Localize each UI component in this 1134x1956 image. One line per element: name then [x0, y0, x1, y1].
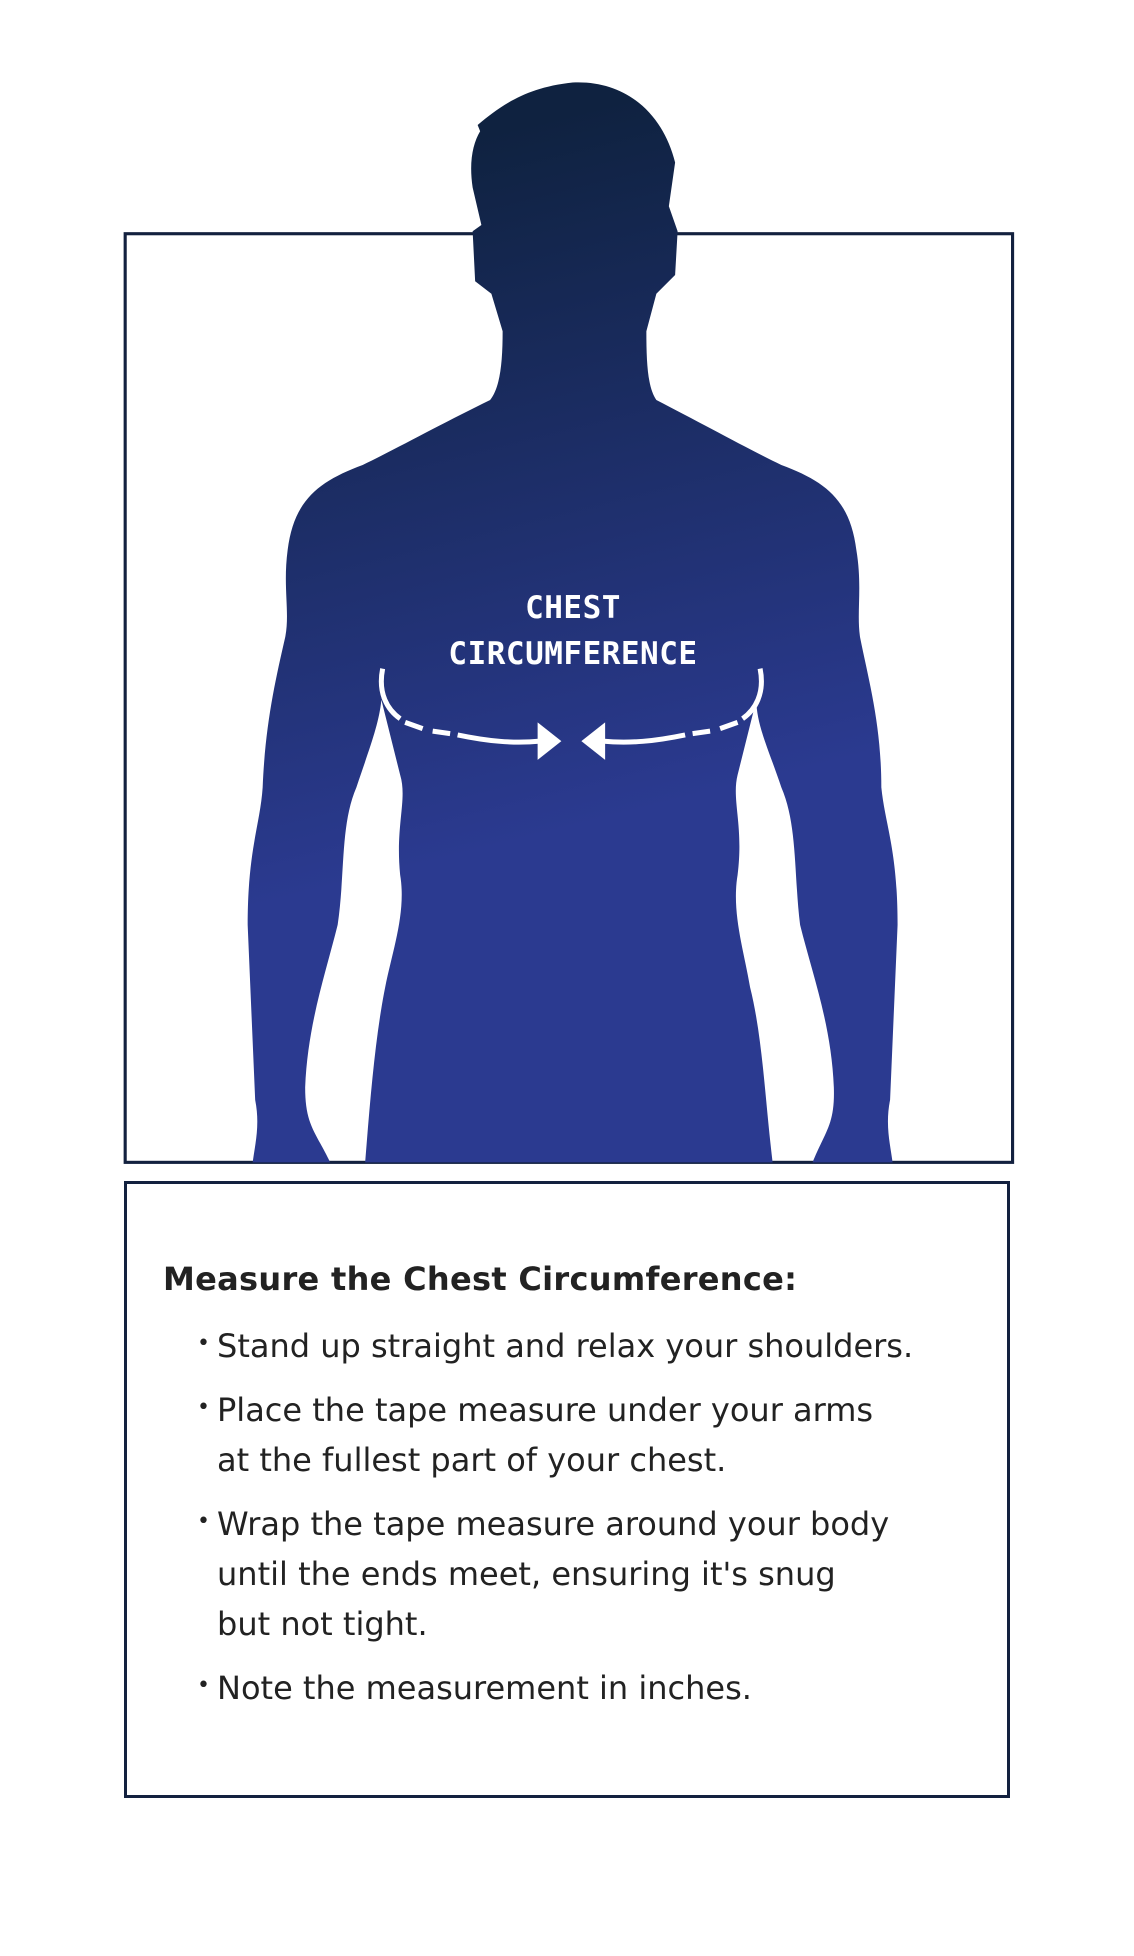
list-item: • Note the measurement in inches.: [197, 1663, 913, 1713]
instructions-heading: Measure the Chest Circumference:: [163, 1260, 798, 1298]
chest-label-line1: CHEST: [525, 590, 621, 626]
list-item: • Wrap the tape measure around your body until the ends meet, ensuring it's snug but not tight.: [197, 1499, 913, 1649]
list-item: • Place the tape measure under your arms at the fullest part of your chest.: [197, 1385, 913, 1485]
chest-label-line2: CIRCUMFERENCE: [448, 636, 698, 672]
instructions-box: [124, 1181, 1010, 1798]
instructions-list: [197, 1321, 913, 1727]
list-item: • Stand up straight and relax your shoulders.: [197, 1321, 913, 1371]
